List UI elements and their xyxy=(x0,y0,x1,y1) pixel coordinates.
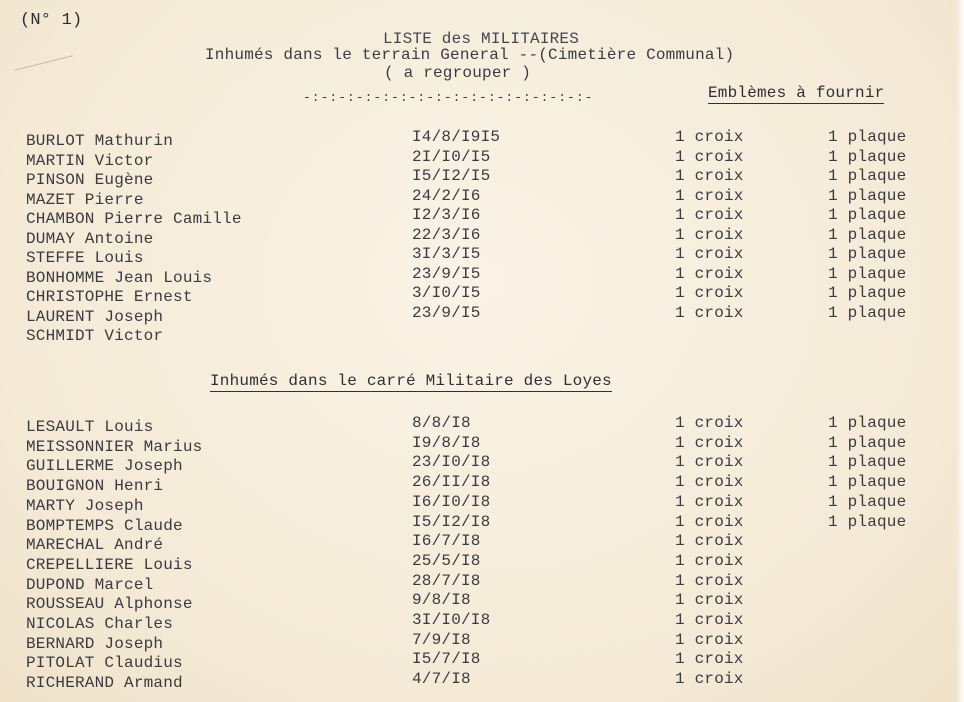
soldier-name: BONHOMME Jean Louis xyxy=(26,268,213,287)
plate-count: 1 plaque xyxy=(828,492,907,511)
plate-count: 1 plaque xyxy=(828,225,907,244)
death-date: 23/9/I5 xyxy=(412,264,481,283)
death-date: 7/9/I8 xyxy=(412,630,471,649)
death-date: 22/3/I6 xyxy=(412,225,481,244)
plate-count: 1 plaque xyxy=(828,453,907,472)
death-date: 3I/3/I5 xyxy=(412,245,481,263)
soldier-name: DUPOND Marcel xyxy=(26,575,154,594)
cross-count: 1 croix xyxy=(675,303,744,322)
cross-count: 1 croix xyxy=(675,571,744,590)
plate-count: 1 plaque xyxy=(828,264,907,283)
soldier-name: GUILLERME Joseph xyxy=(26,457,183,476)
section-2-title: Inhumés dans le carré Militaire des Loyes xyxy=(210,372,612,390)
cross-count: 1 croix xyxy=(675,186,744,205)
soldier-name: MEISSONNIER Marius xyxy=(26,437,203,456)
cross-count: 1 croix xyxy=(675,206,744,224)
cross-count: 1 croix xyxy=(675,147,744,166)
soldier-name: STEFFE Louis xyxy=(26,249,144,267)
cross-count: 1 croix xyxy=(675,650,744,669)
soldier-name: BERNARD Joseph xyxy=(26,634,164,653)
death-date: 25/5/I8 xyxy=(412,551,481,570)
cross-count: 1 croix xyxy=(675,611,744,629)
plate-count: 1 plaque xyxy=(828,147,907,166)
death-date: 23/9/I5 xyxy=(412,303,481,322)
plate-count: 1 plaque xyxy=(828,167,907,185)
cross-count: 1 croix xyxy=(675,433,744,452)
death-date: I5/7/I8 xyxy=(412,650,481,669)
soldier-name: NICOLAS Charles xyxy=(26,615,174,633)
cross-count: 1 croix xyxy=(675,264,744,283)
death-date: I2/3/I6 xyxy=(412,206,481,224)
plate-count: 1 plaque xyxy=(828,303,907,322)
cross-count: 1 croix xyxy=(675,532,744,551)
soldier-name: LESAULT Louis xyxy=(26,418,154,436)
plate-count: 1 plaque xyxy=(828,433,907,452)
death-date: I4/8/I9I5 xyxy=(412,128,501,146)
plate-count: 1 plaque xyxy=(828,512,907,531)
death-date: I6/7/I8 xyxy=(412,532,481,551)
soldier-name: PINSON Eugène xyxy=(26,171,154,189)
plate-count: 1 plaque xyxy=(828,186,907,205)
soldier-name: CREPELLIERE Louis xyxy=(26,555,193,574)
soldier-name: MARECHAL André xyxy=(26,536,164,555)
plate-count: 1 plaque xyxy=(828,473,907,492)
cross-count: 1 croix xyxy=(675,670,744,689)
paper-edge xyxy=(956,0,964,702)
soldier-name: PITOLAT Claudius xyxy=(26,654,183,673)
death-date: I9/8/I8 xyxy=(412,433,481,452)
soldier-name: ROUSSEAU Alphonse xyxy=(26,595,193,614)
death-date: 24/2/I6 xyxy=(412,186,481,205)
soldier-name: CHAMBON Pierre Camille xyxy=(26,210,242,228)
soldier-name: CHRISTOPHE Ernest xyxy=(26,288,193,306)
plate-count: 1 plaque xyxy=(828,284,907,302)
death-date: 8/8/I8 xyxy=(412,414,471,432)
plate-count: 1 plaque xyxy=(828,206,907,224)
soldier-name: BOUIGNON Henri xyxy=(26,477,164,496)
pencil-mark xyxy=(14,55,81,105)
document-title: LISTE des MILITAIRES xyxy=(383,30,580,48)
cross-count: 1 croix xyxy=(675,284,744,302)
cross-count: 1 croix xyxy=(675,225,744,244)
death-date: 26/II/I8 xyxy=(412,473,491,492)
plate-count: 1 plaque xyxy=(828,245,907,263)
death-date: I5/I2/I8 xyxy=(412,512,491,531)
plate-count: 1 plaque xyxy=(828,128,907,146)
cross-count: 1 croix xyxy=(675,551,744,570)
emblems-column-header: Emblèmes à fournir xyxy=(708,84,885,102)
cross-count: 1 croix xyxy=(675,512,744,531)
cross-count: 1 croix xyxy=(675,128,744,146)
soldier-name: LAURENT Joseph xyxy=(26,307,164,326)
cross-count: 1 croix xyxy=(675,492,744,511)
death-date: 9/8/I8 xyxy=(412,591,471,610)
death-date: 2I/I0/I5 xyxy=(412,147,491,166)
document-note: ( a regrouper ) xyxy=(384,64,532,82)
page-number: (N° 1) xyxy=(20,11,83,30)
soldier-name: MAZET Pierre xyxy=(26,190,144,209)
death-date: 28/7/I8 xyxy=(412,571,481,590)
soldier-name: DUMAY Antoine xyxy=(26,229,154,248)
cross-count: 1 croix xyxy=(675,630,744,649)
plate-count: 1 plaque xyxy=(828,414,907,432)
death-date: 3/I0/I5 xyxy=(412,284,481,302)
cross-count: 1 croix xyxy=(675,414,744,432)
death-date: I5/I2/I5 xyxy=(412,167,491,185)
soldier-name: MARTY Joseph xyxy=(26,496,144,515)
cross-count: 1 croix xyxy=(675,591,744,610)
soldier-name: RICHERAND Armand xyxy=(26,674,183,693)
death-date: I6/I0/I8 xyxy=(412,492,491,511)
decorative-separator: -:-:-:-:-:-:-:-:-:-:-:-:-:-:-:-:- xyxy=(303,90,594,105)
soldier-name: BOMPTEMPS Claude xyxy=(26,516,183,535)
death-date: 3I/I0/I8 xyxy=(412,611,491,629)
cross-count: 1 croix xyxy=(675,453,744,472)
cross-count: 1 croix xyxy=(675,245,744,263)
death-date: 4/7/I8 xyxy=(412,670,471,689)
cross-count: 1 croix xyxy=(675,473,744,492)
soldier-name: BURLOT Mathurin xyxy=(26,132,174,150)
soldier-name: MARTIN Victor xyxy=(26,151,154,170)
cross-count: 1 croix xyxy=(675,167,744,185)
document-subtitle: Inhumés dans le terrain General --(Cimetière Communal) xyxy=(205,46,735,64)
soldier-name: SCHMIDT Victor xyxy=(26,327,164,345)
death-date: 23/I0/I8 xyxy=(412,453,491,472)
